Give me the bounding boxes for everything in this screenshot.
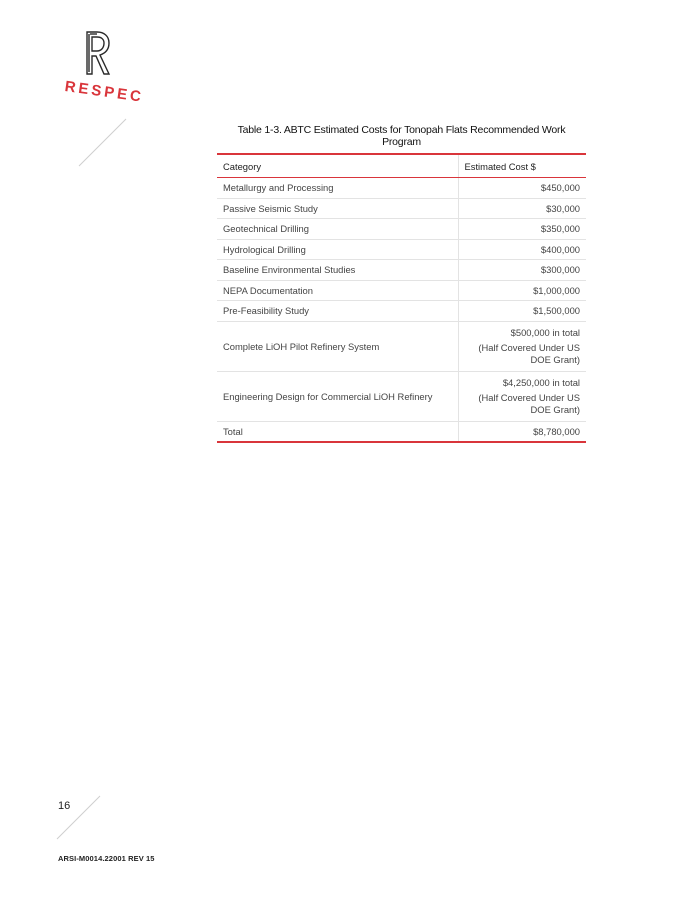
row-cost-note: (Half Covered Under US DOE Grant) [478,341,580,365]
row-cost: $450,000 [458,178,586,199]
brand-name: RESPEC [63,78,145,106]
total-label: Total [223,425,243,437]
row-category: NEPA Documentation [217,280,458,301]
document-code: ARSI-M0014.22001 REV 15 [58,854,155,863]
cost-table [217,153,586,443]
row-cost-note: (Half Covered Under US DOE Grant) [478,391,580,415]
row-cost: $1,000,000 [458,280,586,301]
row-category: Engineering Design for Commercial LiOH Refinery [217,371,458,421]
row-cost: $350,000 [458,219,586,240]
row-cost: $400,000 [458,239,586,260]
row-cost-amount: $500,000 in total [510,326,580,338]
table-row [217,219,586,240]
row-category: Hydrological Drilling [217,239,458,260]
row-cost: $30,000 [458,198,586,219]
table-row [217,371,586,421]
row-category: Baseline Environmental Studies [217,260,458,281]
row-category: Metallurgy and Processing [217,178,458,199]
row-cost: $300,000 [458,260,586,281]
page-number: 16 [58,800,71,812]
row-cost-amount: $4,250,000 in total [502,376,580,388]
row-category: Pre-Feasibility Study [217,301,458,322]
total-cost: $8,780,000 [458,421,586,442]
row-cost [458,321,586,371]
row-category: Complete LiOH Pilot Refinery System [217,321,458,371]
table-row [217,280,586,301]
row-category: Passive Seismic Study [217,198,458,219]
row-cost: $1,500,000 [458,301,586,322]
header-estimated-cost: Estimated Cost $ [458,154,586,178]
cost-table-section [217,124,586,443]
table-row [217,321,586,371]
row-category: Geotechnical Drilling [217,219,458,240]
decorative-slash-icon [78,118,128,168]
header-category: Category [217,154,458,178]
table-header-row [217,154,586,178]
table-row [217,239,586,260]
table-row [217,198,586,219]
table-row [217,178,586,199]
table-row [217,260,586,281]
respec-r-logo-icon [84,30,112,76]
respec-logo [63,30,145,110]
table-row [217,301,586,322]
table-total-row [217,421,586,442]
table-caption: Table 1-3. ABTC Estimated Costs for Tonopah Flats Recommended Work Program [237,124,566,148]
row-cost [458,371,586,421]
